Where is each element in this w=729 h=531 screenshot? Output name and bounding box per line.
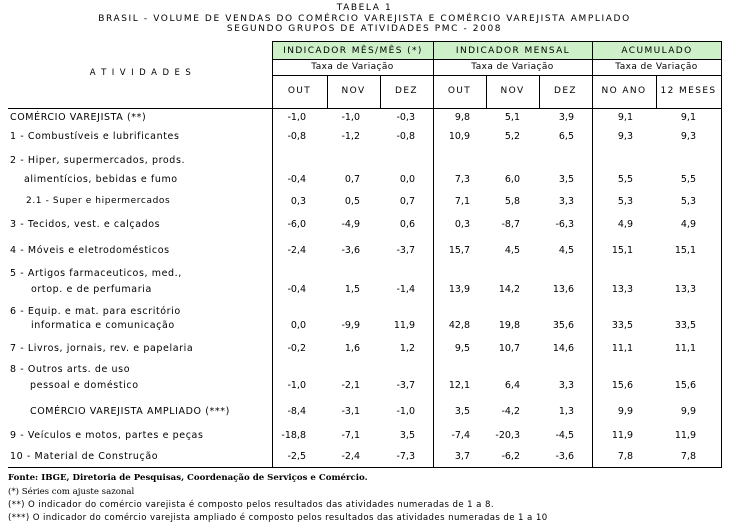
table-cell: -0,8 [396,131,415,142]
table-cell: 0,7 [344,174,360,185]
taxa-label-mensal: Taxa de Variação [471,62,554,72]
col-header-dez-1: DEZ [395,86,418,96]
row-label-hiper-line1: 2 - Hiper, supermercados, prods. [10,155,186,166]
col-header-out-2: OUT [447,86,472,96]
table-subtitle: SEGUNDO GRUPOS DE ATIVIDADES PMC - 2008 [226,24,503,34]
table-cell: -1,2 [341,131,360,142]
table-cell: -1,0 [341,112,360,123]
source-note: Fonte: IBGE, Diretoria de Pesquisas, Coordenação de Serviços e Comércio. [8,473,368,483]
atividades-header: A T I V I D A D E S [89,68,193,78]
table-cell: -3,7 [396,245,415,256]
table-cell: -7,1 [341,430,360,441]
row-label-farma-line1: 5 - Artigos farmaceuticos, med., [10,268,182,279]
row-label-hiper-line2: alimentícios, bebidas e fumo [24,174,178,185]
table-cell: -3,6 [555,451,574,462]
table-cell: 9,9 [617,406,633,417]
table-cell: 13,9 [448,284,470,295]
group-header-mensal: INDICADOR MENSAL [433,41,593,60]
table-cell: 5,1 [504,112,520,123]
table-cell: -8,7 [501,219,520,230]
table-cell: 13,6 [552,284,574,295]
table-cell: 0,3 [290,196,306,207]
col-divider-right [721,41,722,467]
taxa-label-acumulado: Taxa de Variação [615,62,698,72]
table-cell: 9,1 [680,112,696,123]
row-label-livros: 7 - Livros, jornais, rev. e papelaria [10,343,194,354]
table-cell: -1,0 [287,112,306,123]
table-cell: 15,6 [611,380,633,391]
table-cell: -4,2 [501,406,520,417]
table-cell: -0,4 [287,174,306,185]
row-label-comercio-ampliado: COMÉRCIO VAREJISTA AMPLIADO (***) [30,406,230,417]
table-cell: -9,9 [341,320,360,331]
table-cell: 11,9 [611,430,633,441]
table-cell: 13,3 [611,284,633,295]
table-cell: 0,0 [290,320,306,331]
table-cell: 35,6 [552,320,574,331]
table-cell: 11,1 [674,343,696,354]
table-cell: -0,3 [396,112,415,123]
col-header-nov-1: NOV [341,86,366,96]
table-cell: -8,4 [287,406,306,417]
table-cell: 0,3 [454,219,470,230]
table-cell: 1,3 [558,406,574,417]
col-header-no-ano: NO ANO [601,86,647,96]
row-label-super-hiper: 2.1 - Super e hipermercados [26,196,171,206]
table-cell: 10,7 [498,343,520,354]
row-label-veiculos: 9 - Veículos e motos, partes e peças [10,430,204,441]
table-cell: 5,5 [680,174,696,185]
table-cell: 15,7 [448,245,470,256]
row-label-material: 10 - Material de Construção [10,451,159,462]
table-cell: 9,8 [454,112,470,123]
table-cell: 3,7 [454,451,470,462]
table-cell: -2,1 [341,380,360,391]
table-cell: -7,4 [451,430,470,441]
table-bottom-rule [8,467,722,468]
table-cell: -6,2 [501,451,520,462]
footnote-comercio-varejista: (**) O indicador do comércio varejista é composto pelos resultados das atividades numeradas de 1 a 8. [8,500,494,510]
table-cell: -0,4 [287,284,306,295]
table-cell: 15,1 [674,245,696,256]
table-cell: 3,3 [558,196,574,207]
table-cell: 1,2 [399,343,415,354]
row-label-equip-line2: informatica e comunicação [31,320,175,331]
table-cell: 9,3 [617,131,633,142]
row-label-farma-line2: ortop. e de perfumaria [31,284,152,295]
row-label-tecidos: 3 - Tecidos, vest. e calçados [10,219,161,230]
table-cell: -2,4 [341,451,360,462]
table-cell: 3,5 [399,430,415,441]
taxa-rule [272,75,722,76]
taxa-label-mes-mes: Taxa de Variação [311,62,394,72]
col-header-12-meses: 12 MESES [660,86,717,96]
table-cell: 10,9 [448,131,470,142]
header-bottom-rule [8,108,722,109]
table-cell: 1,5 [344,284,360,295]
table-title-block [0,3,729,35]
table-cell: 7,3 [454,174,470,185]
row-label-outros-line2: pessoal e doméstico [30,380,139,391]
row-label-combustiveis: 1 - Combustíveis e lubrificantes [10,131,180,142]
table-cell: 0,5 [344,196,360,207]
table-cell: 12,1 [448,380,470,391]
table-cell: 4,9 [680,219,696,230]
table-cell: -18,8 [281,430,306,441]
table-cell: 6,4 [504,380,520,391]
table-cell: 5,2 [504,131,520,142]
table-cell: -1,4 [396,284,415,295]
table-cell: 19,8 [498,320,520,331]
table-cell: 5,3 [617,196,633,207]
col-header-dez-2: DEZ [554,86,577,96]
table-cell: -6,0 [287,219,306,230]
table-cell: 7,8 [680,451,696,462]
table-number: TABELA 1 [336,3,393,13]
table-cell: 15,6 [674,380,696,391]
table-cell: 9,9 [680,406,696,417]
row-label-outros-line1: 8 - Outros arts. de uso [10,364,131,375]
table-cell: 4,5 [558,245,574,256]
table-cell: -7,3 [396,451,415,462]
table-cell: 7,8 [617,451,633,462]
table-cell: 11,9 [393,320,415,331]
col-header-nov-2: NOV [500,86,525,96]
footnote-comercio-ampliado: (***) O indicador do comércio varejista ampliado é composto pelos resultados das atividades numeradas de 1 a 10 [8,513,548,523]
table-cell: 5,5 [617,174,633,185]
table-cell: 3,3 [558,380,574,391]
table-cell: 9,5 [454,343,470,354]
table-cell: 1,6 [344,343,360,354]
table-cell: 11,9 [674,430,696,441]
table-cell: -0,2 [287,343,306,354]
table-cell: 4,9 [617,219,633,230]
table-cell: -6,3 [555,219,574,230]
table-cell: 6,5 [558,131,574,142]
table-cell: -3,1 [341,406,360,417]
group-header-mes-mes: INDICADOR MÊS/MÊS (*) [272,41,434,60]
table-cell: 14,6 [552,343,574,354]
table-cell: 9,3 [680,131,696,142]
table-cell: -4,9 [341,219,360,230]
group-header-acumulado: ACUMULADO [592,41,722,60]
table-cell: 14,2 [498,284,520,295]
col-header-out-1: OUT [287,86,312,96]
table-cell: 33,5 [611,320,633,331]
table-cell: 33,5 [674,320,696,331]
table-cell: -2,4 [287,245,306,256]
table-cell: 3,5 [558,174,574,185]
table-cell: 13,3 [674,284,696,295]
table-cell: -1,0 [396,406,415,417]
table-cell: 15,1 [611,245,633,256]
table-cell: -0,8 [287,131,306,142]
footnote-seasonal: (*) Séries com ajuste sazonal [8,487,135,497]
table-cell: -1,0 [287,380,306,391]
table-cell: 0,0 [399,174,415,185]
table-cell: -3,6 [341,245,360,256]
table-cell: 5,3 [680,196,696,207]
table-cell: -20,3 [495,430,520,441]
table-cell: 4,5 [504,245,520,256]
table-cell: 42,8 [448,320,470,331]
row-label-equip-line1: 6 - Equip. e mat. para escritório [10,306,181,317]
table-cell: 0,6 [399,219,415,230]
table-cell: 3,5 [454,406,470,417]
table-cell: 7,1 [454,196,470,207]
row-label-moveis: 4 - Móveis e eletrodomésticos [10,245,170,256]
table-cell: 11,1 [611,343,633,354]
table-cell: 9,1 [617,112,633,123]
table-cell: 6,0 [504,174,520,185]
table-cell: -2,5 [287,451,306,462]
table-cell: -4,5 [555,430,574,441]
table-cell: 3,9 [558,112,574,123]
table-cell: 5,8 [504,196,520,207]
row-label-comercio-varejista: COMÉRCIO VAREJISTA (**) [10,112,147,123]
table-cell: 0,7 [399,196,415,207]
table-title: BRASIL - VOLUME DE VENDAS DO COMÉRCIO VAREJISTA E COMÉRCIO VAREJISTA AMPLIADO [98,13,631,24]
table-cell: -3,7 [396,380,415,391]
